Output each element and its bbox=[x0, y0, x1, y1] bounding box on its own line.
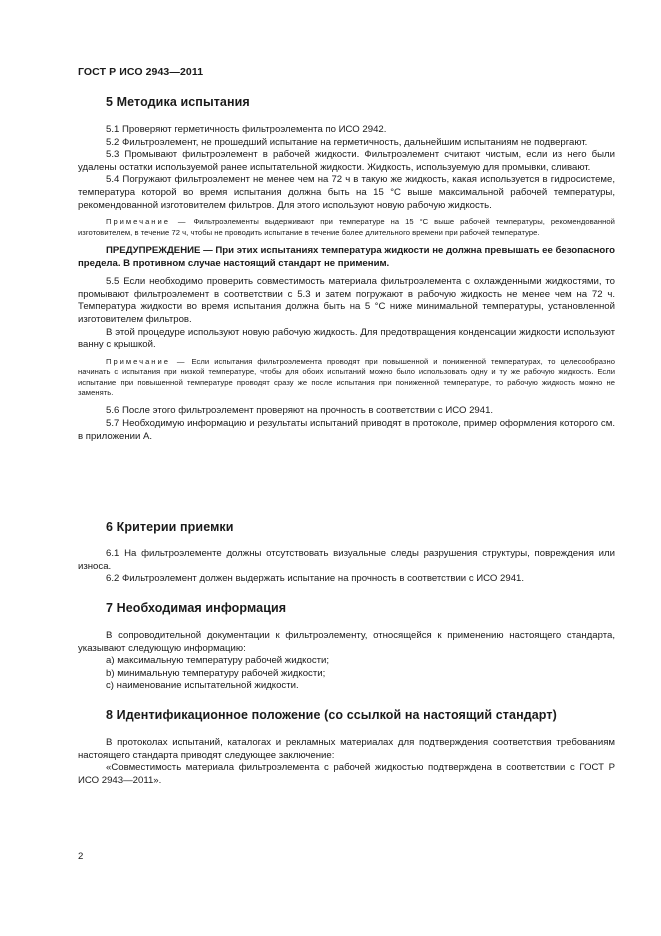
note-1-label: Примечание — bbox=[106, 217, 188, 227]
section-8 bbox=[78, 708, 615, 722]
section-8-title: 8 Идентификационное положение (со ссылкой на настоящий стандарт) bbox=[106, 708, 557, 722]
paragraph-8-2: «Совместимость материала фильтроэлемента с рабочей жидкостью подтверждена в соответствии с ГОСТ Р ИСО 2943—2011». bbox=[78, 762, 615, 786]
note-1-text: Фильтроэлементы выдерживают при температуре на 15 °С выше рабочей температуры, рекомендованной изготовителем, в течение 72 ч, чтобы не проводить испытание в течение более длительного времени при рабочей температуре. bbox=[78, 217, 615, 237]
list-item: а) максимальную температуру рабочей жидкости; bbox=[106, 655, 330, 667]
section-6-body bbox=[78, 548, 615, 586]
paragraph-5-6: 5.6 После этого фильтроэлемент проверяют на прочность в соответствии с ИСО 2941. bbox=[106, 405, 494, 417]
paragraph-5-5b: В этой процедуре используют новую рабочую жидкость. Для предотвращения конденсации жидкости используют ванну с крышкой. bbox=[78, 326, 615, 351]
paragraph-6-1: 6.1 На фильтроэлементе должны отсутствовать визуальные следы разрушения структуры, повреждения или износа. bbox=[78, 548, 615, 572]
paragraph-5-3: 5.3 Промывают фильтроэлемент в рабочей жидкости. Фильтроэлемент считают чистым, если из него были удалены остатки используемой ранее испытательной жидкости. Жидкость, используемую для промывки, сливают. bbox=[78, 149, 615, 173]
note-2-label: Примечание — bbox=[106, 356, 187, 366]
section-7-body bbox=[78, 630, 615, 693]
section-5-body bbox=[78, 124, 615, 443]
note-1 bbox=[78, 217, 615, 238]
note-2-text: Если испытания фильтроэлемента проводят при повышенной и пониженной температурах, то целесообразно начинать с испытания при низкой температуре, чтобы для обоих испытаний можно было использовать одну и ту же рабочую жидкость. Если испытание при повышенной температуре проводят сразу же после испытания при пониженной температуре, то рабочую жидкость можно не заменять. bbox=[78, 356, 615, 397]
paragraph-6-2: 6.2 Фильтроэлемент должен выдержать испытание на прочность в соответствии с ИСО 2941. bbox=[106, 573, 525, 585]
paragraph-5-7: 5.7 Необходимую информацию и результаты испытаний приводят в протоколе, пример оформления которого см. в приложении А. bbox=[78, 417, 615, 442]
list-item: с) наименование испытательной жидкости. bbox=[106, 680, 299, 692]
list-item: b) минимальную температуру рабочей жидкости; bbox=[106, 667, 326, 679]
section-7 bbox=[78, 601, 615, 615]
page-number: 2 bbox=[78, 851, 84, 862]
paragraph-5-4: 5.4 Погружают фильтроэлемент не менее чем на 72 ч в такую же жидкость, какая используется в гидросистеме, температура которой во время испытания должна быть на 15 °С выше максимальной рабочей температуры, рекомендованной изготовителем фильтров. Для этого используют новую рабочую жидкость. bbox=[78, 174, 615, 211]
note-2 bbox=[78, 357, 615, 399]
paragraph-8-1: В протоколах испытаний, каталогах и рекламных материалах для подтверждения соответствия требованиям настоящего стандарта приводят следующее заключение: bbox=[78, 737, 615, 761]
section-5-title: 5 Методика испытания bbox=[106, 95, 250, 109]
section-7-title: 7 Необходимая информация bbox=[106, 601, 287, 615]
paragraph-5-2: 5.2 Фильтроэлемент, не прошедший испытание на герметичность, дальнейшим испытаниям не подвергают. bbox=[106, 136, 588, 148]
section-8-body bbox=[78, 737, 615, 787]
section-6 bbox=[78, 520, 615, 534]
section-5 bbox=[78, 95, 615, 109]
document-header: ГОСТ Р ИСО 2943—2011 bbox=[78, 66, 204, 78]
paragraph-5-5: 5.5 Если необходимо проверить совместимость материала фильтроэлемента с охлажденными жидкостями, то промывают фильтроэлемент в соответствии с 5.3 и затем погружают в рабочую жидкость не менее чем на 72 ч. Температура жидкости во время испытания должна быть на 5 °С ниже минимальной температуры, установленной изготовителем фильтров. bbox=[78, 276, 615, 325]
warning-paragraph: ПРЕДУПРЕЖДЕНИЕ — При этих испытаниях температура жидкости не должна превышать ее безопасного предела. В противном случае настоящий стандарт не применим. bbox=[78, 244, 615, 269]
section-6-title: 6 Критерии приемки bbox=[106, 520, 234, 534]
paragraph-5-1: 5.1 Проверяют герметичность фильтроэлемента по ИСО 2942. bbox=[106, 124, 387, 135]
paragraph-7-1: В сопроводительной документации к фильтроэлементу, относящейся к применению настоящего стандарта, указывают следующую информацию: bbox=[78, 630, 615, 654]
